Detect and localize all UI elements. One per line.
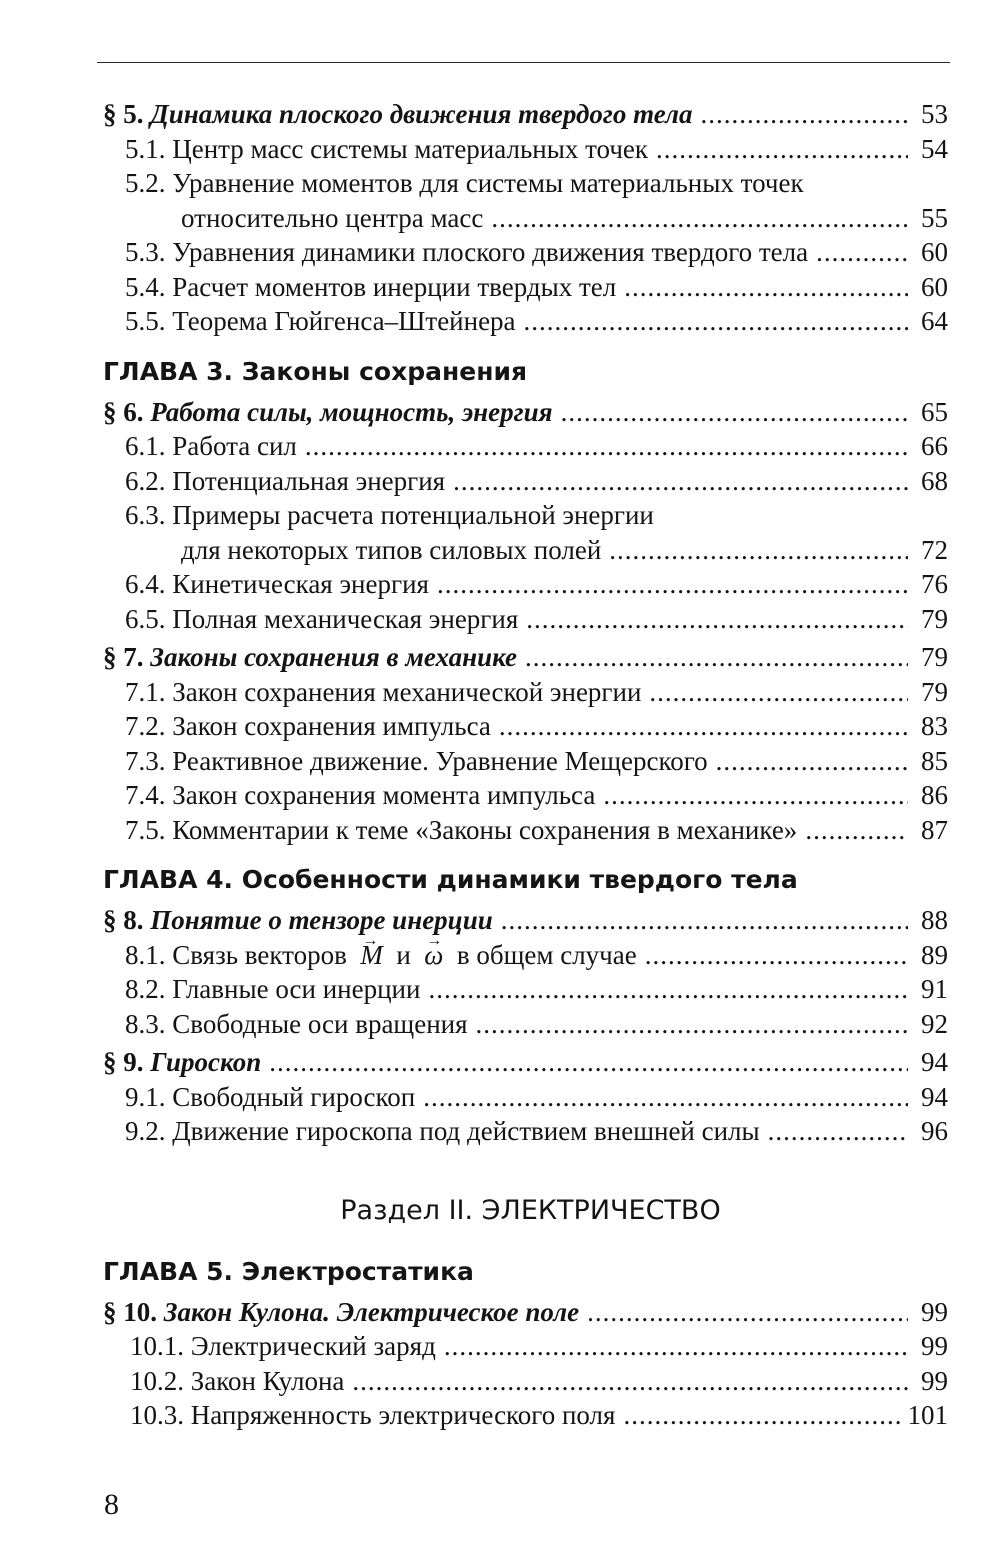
toc-entry-10-1: [103, 1329, 948, 1364]
leader-dots: [623, 1398, 901, 1433]
toc-title: Расчет моментов инерции твердых тел: [172, 271, 617, 302]
toc-page: 99: [921, 1365, 948, 1396]
toc-page: 87: [921, 814, 948, 845]
leader-dots: [526, 602, 908, 637]
toc-number: 6.4.: [125, 569, 166, 599]
toc-number: 5.2.: [125, 168, 166, 198]
vector-m-symbol: → M: [360, 938, 383, 973]
toc-title: Закон Кулона: [190, 1365, 345, 1396]
toc-page: 99: [921, 1296, 948, 1327]
toc-title: Свободные оси вращения: [172, 1008, 468, 1039]
leader-dots: [587, 1295, 908, 1330]
toc-title: Потенциальная энергия: [172, 465, 446, 496]
toc-title: Закон сохранения момента импульса: [172, 780, 596, 810]
toc-page: 72: [921, 534, 948, 565]
header-rule: [97, 62, 950, 63]
toc-title-part: Связь векторов: [172, 939, 347, 970]
leader-dots: [269, 1045, 908, 1080]
toc-title: Центр масс системы материальных точек: [172, 133, 649, 164]
toc-number: 6.3.: [125, 500, 166, 530]
leader-dots: [525, 640, 908, 675]
toc-section-8: [103, 903, 948, 938]
toc-page: 94: [921, 1081, 948, 1112]
toc-page: 66: [921, 431, 948, 461]
leader-dots: [428, 972, 908, 1007]
toc-title: Движение гироскопа под действием внешней силы: [172, 1116, 760, 1146]
toc-title: Закон Кулона. Электрическое поле: [163, 1296, 580, 1327]
toc-title: Теорема Гюйгенса–Штейнера: [172, 306, 516, 336]
toc-title: Динамика плоского движения твердого тела: [150, 99, 693, 129]
toc-page: 79: [921, 603, 948, 634]
chapter-5-heading: ГЛАВА 5. Электростатика: [103, 1256, 474, 1286]
toc-number: 7.5.: [125, 814, 166, 845]
toc-title: Полная механическая энергия: [172, 603, 519, 634]
toc-entry-8-2: [103, 972, 948, 1007]
toc-entry-8-1: [103, 938, 948, 973]
leader-dots: [524, 304, 908, 339]
toc-entry-7-5: [103, 813, 948, 848]
leader-dots: [645, 938, 908, 973]
leader-dots: [768, 1114, 908, 1149]
toc-page: 96: [921, 1116, 948, 1146]
toc-page: 88: [921, 905, 948, 935]
toc-number: § 9.: [103, 1047, 144, 1077]
toc-title: Закон сохранения импульса: [172, 711, 491, 741]
toc-number: § 6.: [103, 396, 144, 427]
toc-title: Электрический заряд: [190, 1331, 436, 1361]
toc-page: 65: [921, 396, 948, 427]
table-of-contents: [103, 97, 948, 1433]
toc-number: 6.2.: [125, 465, 166, 496]
chapter-4-heading: ГЛАВА 4. Особенности динамики твердого тела: [103, 865, 798, 894]
toc-section-6: [103, 395, 948, 430]
toc-entry-7-4: [103, 778, 948, 813]
toc-title-line2: для некоторых типов силовых полей: [181, 534, 602, 565]
toc-title: Работа силы, мощность, энергия: [150, 396, 553, 427]
chapter-3-heading: ГЛАВА 3. Законы сохранения: [103, 356, 528, 386]
toc-page: 89: [921, 939, 948, 970]
toc-entry-5-4: [103, 270, 948, 305]
toc-number: § 8.: [103, 905, 144, 935]
toc-entry-7-3: [103, 744, 948, 779]
toc-entry-8-3: [103, 1007, 948, 1042]
toc-entry-7-2: [103, 709, 948, 744]
toc-number: 5.3.: [125, 237, 166, 267]
toc-entry-5-5: [103, 304, 948, 339]
toc-title: Напряженность электрического поля: [190, 1400, 616, 1430]
toc-number: 6.1.: [125, 431, 166, 461]
toc-title-line1: Уравнение моментов для системы материальных точек: [172, 168, 804, 198]
toc-entry-10-3: [103, 1398, 948, 1433]
toc-title-part: в общем случае: [456, 939, 637, 970]
toc-entry-6-2: [103, 464, 948, 499]
toc-section-9: [103, 1045, 948, 1080]
toc-page: 101: [907, 1400, 948, 1430]
toc-title: Реактивное движение. Уравнение Мещерского: [172, 745, 708, 776]
toc-page: 79: [921, 642, 948, 672]
part-2-heading: Раздел II. ЭЛЕКТРИЧЕСТВО: [340, 1194, 721, 1226]
leader-dots: [561, 395, 908, 430]
toc-entry-6-5: [103, 602, 948, 637]
toc-entry-6-3: [103, 498, 948, 567]
leader-dots: [437, 567, 908, 602]
leader-dots: [609, 533, 908, 568]
leader-dots: [716, 744, 908, 779]
toc-number: 5.5.: [125, 306, 166, 336]
toc-page: 83: [921, 711, 948, 741]
vector-omega-symbol: → ω: [424, 938, 443, 973]
toc-title: Свободный гироскоп: [172, 1081, 416, 1112]
toc-title-line1: Примеры расчета потенциальной энергии: [172, 500, 654, 530]
leader-dots: [499, 709, 908, 744]
toc-number: 8.3.: [125, 1008, 166, 1039]
leader-dots: [444, 1329, 908, 1364]
toc-section-10: [103, 1295, 948, 1330]
toc-page: 94: [921, 1047, 948, 1077]
toc-entry-9-2: [103, 1114, 948, 1149]
toc-title: Гироскоп: [150, 1047, 262, 1077]
toc-title: Кинетическая энергия: [172, 569, 429, 599]
toc-title: Работа сил: [172, 431, 297, 461]
toc-page: 54: [921, 133, 948, 164]
toc-number: 10.3.: [130, 1400, 184, 1430]
leader-dots: [423, 1080, 908, 1115]
toc-number: 5.1.: [125, 133, 166, 164]
leader-dots: [624, 270, 908, 305]
toc-entry-10-2: [103, 1364, 948, 1399]
toc-number: § 10.: [103, 1296, 157, 1327]
leader-dots: [805, 813, 908, 848]
toc-page: 91: [921, 974, 948, 1004]
toc-number: 6.5.: [125, 603, 166, 634]
leader-dots: [305, 429, 908, 464]
toc-number: § 5.: [103, 99, 144, 129]
toc-entry-9-1: [103, 1080, 948, 1115]
toc-title: Уравнения динамики плоского движения твердого тела: [172, 237, 809, 267]
toc-title: Закон сохранения механической энергии: [172, 676, 642, 707]
toc-number: 7.4.: [125, 780, 166, 810]
toc-page: 68: [921, 465, 948, 496]
toc-page: 92: [921, 1008, 948, 1039]
leader-dots: [476, 1007, 908, 1042]
toc-title-part: и: [396, 939, 411, 970]
toc-title: Законы сохранения в механике: [150, 642, 517, 672]
toc-number: 7.3.: [125, 745, 166, 776]
toc-number: 9.2.: [125, 1116, 166, 1146]
toc-entry-6-1: [103, 429, 948, 464]
toc-title-line2: относительно центра масс: [181, 202, 484, 233]
toc-number: 7.1.: [125, 676, 166, 707]
toc-entry-6-4: [103, 567, 948, 602]
toc-page: 60: [921, 271, 948, 302]
leader-dots: [453, 464, 908, 499]
toc-section-7: [103, 640, 948, 675]
toc-number: 10.1.: [130, 1331, 184, 1361]
toc-page: 64: [921, 306, 948, 336]
toc-page: 99: [921, 1331, 948, 1361]
toc-page: 55: [921, 202, 948, 233]
toc-number: 5.4.: [125, 271, 166, 302]
leader-dots: [603, 778, 908, 813]
toc-page: 85: [921, 745, 948, 776]
leader-dots: [700, 97, 908, 132]
toc-number: 8.2.: [125, 974, 166, 1004]
toc-section-5: [103, 97, 948, 132]
toc-page: 76: [921, 569, 948, 599]
page-number: 8: [104, 1488, 119, 1521]
leader-dots: [501, 903, 908, 938]
toc-page: 79: [921, 676, 948, 707]
toc-page: 53: [921, 99, 948, 129]
toc-title: Главные оси инерции: [172, 974, 421, 1004]
toc-number: 10.2.: [130, 1365, 184, 1396]
toc-entry-5-3: [103, 235, 948, 270]
toc-number: 8.1.: [125, 939, 166, 970]
toc-entry-5-2: [103, 166, 948, 235]
leader-dots: [816, 235, 908, 270]
toc-title: [172, 938, 636, 973]
toc-entry-5-1: [103, 132, 948, 167]
leader-dots: [491, 201, 908, 236]
toc-number: 9.1.: [125, 1081, 166, 1112]
toc-title: Понятие о тензоре инерции: [150, 905, 493, 935]
toc-number: § 7.: [103, 642, 144, 672]
leader-dots: [656, 132, 908, 167]
toc-page: 60: [921, 237, 948, 267]
toc-entry-7-1: [103, 675, 948, 710]
toc-title: Комментарии к теме «Законы сохранения в механике»: [172, 814, 798, 845]
toc-page: 86: [921, 780, 948, 810]
leader-dots: [649, 675, 908, 710]
toc-number: 7.2.: [125, 711, 166, 741]
leader-dots: [352, 1364, 908, 1399]
